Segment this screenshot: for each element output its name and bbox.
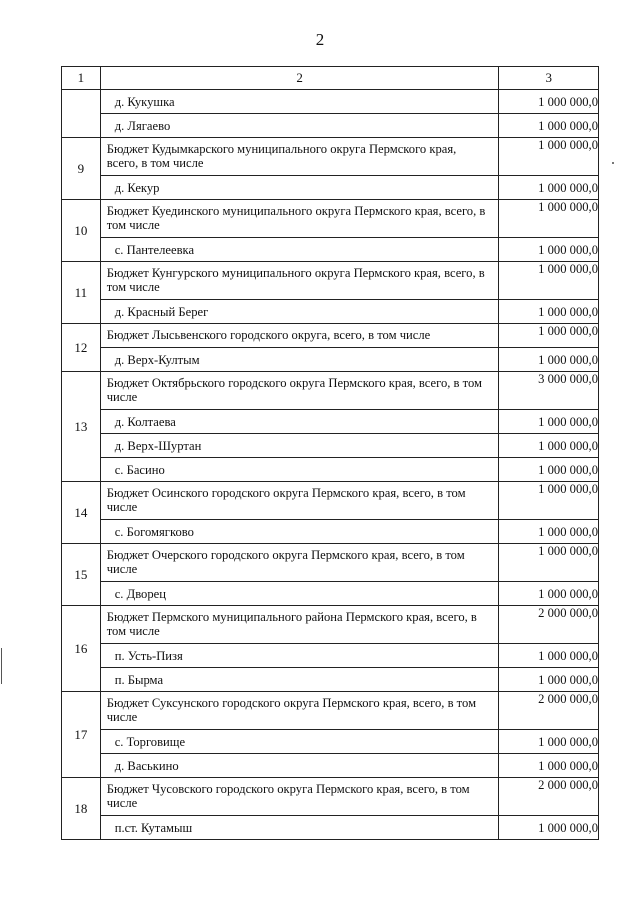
amount-cell: 2 000 000,0	[499, 692, 599, 730]
settlement-name: д. Колтаева	[100, 410, 499, 434]
settlement-name: д. Лягаево	[100, 114, 499, 138]
table-row-budget-total	[62, 692, 599, 730]
amount-cell: 1 000 000,0	[499, 410, 599, 434]
row-number-cell: 13	[62, 372, 101, 482]
amount-cell: 1 000 000,0	[499, 114, 599, 138]
budget-name: Бюджет Лысьвенского городского округа, всего, в том числе	[100, 324, 499, 348]
scan-edge-mark	[1, 648, 2, 684]
amount-cell: 1 000 000,0	[499, 544, 599, 582]
amount-cell: 1 000 000,0	[499, 458, 599, 482]
settlement-name: д. Верх-Шуртан	[100, 434, 499, 458]
amount-cell: 1 000 000,0	[499, 238, 599, 262]
column-header-amount: 3	[499, 67, 599, 90]
table-row-budget-total	[62, 262, 599, 300]
amount-cell: 1 000 000,0	[499, 176, 599, 200]
table-row	[62, 754, 599, 778]
amount-cell: 1 000 000,0	[499, 300, 599, 324]
settlement-name: д. Кукушка	[100, 90, 499, 114]
settlement-name: с. Басино	[100, 458, 499, 482]
amount-cell: 1 000 000,0	[499, 816, 599, 840]
table-row-budget-total	[62, 324, 599, 348]
budget-name: Бюджет Очерского городского округа Пермского края, всего, в том числе	[100, 544, 499, 582]
table-row-budget-total	[62, 138, 599, 176]
budget-name: Бюджет Октябрьского городского округа Пермского края, всего, в том числе	[100, 372, 499, 410]
budget-name: Бюджет Пермского муниципального района Пермского края, всего, в том числе	[100, 606, 499, 644]
table-row	[62, 114, 599, 138]
row-number-cell: 10	[62, 200, 101, 262]
settlement-name: д. Кекур	[100, 176, 499, 200]
amount-cell: 1 000 000,0	[499, 348, 599, 372]
row-number-cell: 11	[62, 262, 101, 324]
budget-name: Бюджет Осинского городского округа Пермского края, всего, в том числе	[100, 482, 499, 520]
table-row	[62, 644, 599, 668]
table-row	[62, 238, 599, 262]
table-row-budget-total	[62, 778, 599, 816]
amount-cell: 2 000 000,0	[499, 606, 599, 644]
budget-allocation-table	[61, 66, 599, 840]
row-number-cell: 12	[62, 324, 101, 372]
amount-cell: 1 000 000,0	[499, 582, 599, 606]
amount-cell: 1 000 000,0	[499, 644, 599, 668]
settlement-name: с. Пантелеевка	[100, 238, 499, 262]
row-number-cell: 17	[62, 692, 101, 778]
settlement-name: с. Дворец	[100, 582, 499, 606]
table-row-budget-total	[62, 372, 599, 410]
row-number-cell: 16	[62, 606, 101, 692]
amount-cell: 1 000 000,0	[499, 730, 599, 754]
amount-cell: 1 000 000,0	[499, 138, 599, 176]
settlement-name: п.ст. Кутамыш	[100, 816, 499, 840]
row-number-cell: 18	[62, 778, 101, 840]
table-body	[62, 90, 599, 840]
table-row-budget-total	[62, 544, 599, 582]
budget-name: Бюджет Чусовского городского округа Пермского края, всего, в том числе	[100, 778, 499, 816]
table-row	[62, 668, 599, 692]
settlement-name: с. Торговище	[100, 730, 499, 754]
budget-name: Бюджет Кунгурского муниципального округа Пермского края, всего, в том числе	[100, 262, 499, 300]
table-row	[62, 816, 599, 840]
table-row	[62, 582, 599, 606]
table-row	[62, 300, 599, 324]
amount-cell: 1 000 000,0	[499, 200, 599, 238]
settlement-name: д. Верх-Култым	[100, 348, 499, 372]
amount-cell: 1 000 000,0	[499, 324, 599, 348]
row-number-cell: 9	[62, 138, 101, 200]
settlement-name: с. Богомягково	[100, 520, 499, 544]
table-row-budget-total	[62, 482, 599, 520]
table-row	[62, 434, 599, 458]
amount-cell: 1 000 000,0	[499, 482, 599, 520]
row-number-cell: 15	[62, 544, 101, 606]
table-row-budget-total	[62, 606, 599, 644]
amount-cell: 3 000 000,0	[499, 372, 599, 410]
budget-name: Бюджет Суксунского городского округа Пермского края, всего, в том числе	[100, 692, 499, 730]
amount-cell: 1 000 000,0	[499, 754, 599, 778]
settlement-name: д. Васькино	[100, 754, 499, 778]
table-row	[62, 348, 599, 372]
budget-name: Бюджет Куединского муниципального округа Пермского края, всего, в том числе	[100, 200, 499, 238]
table-header	[62, 67, 599, 90]
settlement-name: п. Усть-Пизя	[100, 644, 499, 668]
table-row	[62, 410, 599, 434]
settlement-name: п. Бырма	[100, 668, 499, 692]
table-row	[62, 520, 599, 544]
scan-speck	[612, 162, 614, 164]
amount-cell: 2 000 000,0	[499, 778, 599, 816]
column-header-recipient: 2	[100, 67, 499, 90]
row-number-cell: 14	[62, 482, 101, 544]
row-number-cell	[62, 90, 101, 138]
amount-cell: 1 000 000,0	[499, 668, 599, 692]
amount-cell: 1 000 000,0	[499, 434, 599, 458]
table-row	[62, 730, 599, 754]
column-header-number: 1	[62, 67, 101, 90]
table-row	[62, 90, 599, 114]
page-number: 2	[315, 30, 325, 49]
table-row-budget-total	[62, 200, 599, 238]
table-row	[62, 458, 599, 482]
budget-name: Бюджет Кудымкарского муниципального округа Пермского края, всего, в том числе	[100, 138, 499, 176]
header-row	[62, 67, 599, 90]
amount-cell: 1 000 000,0	[499, 520, 599, 544]
amount-cell: 1 000 000,0	[499, 262, 599, 300]
table-row	[62, 176, 599, 200]
amount-cell: 1 000 000,0	[499, 90, 599, 114]
settlement-name: д. Красный Берег	[100, 300, 499, 324]
